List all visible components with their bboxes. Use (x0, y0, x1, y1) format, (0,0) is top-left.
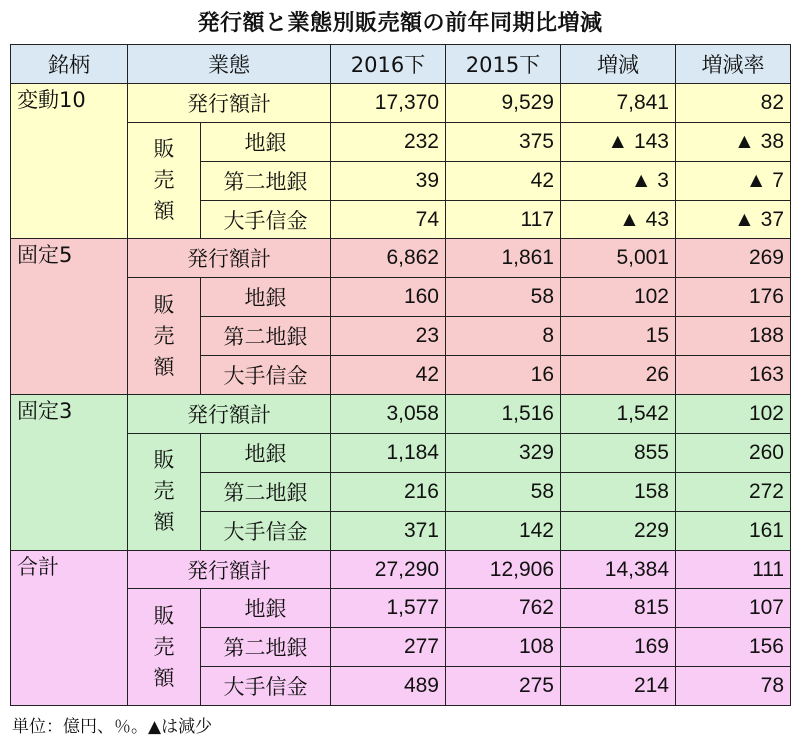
table-cell: ▲ 43 (561, 200, 676, 239)
table-cell: 160 (331, 278, 446, 317)
table-row (11, 433, 791, 472)
table-cell: ▲ 143 (561, 122, 676, 161)
row-label: 大手信金 (201, 667, 331, 706)
table-cell: ▲ 38 (676, 122, 791, 161)
header-brand: 銘柄 (11, 45, 128, 84)
sales-label (128, 433, 201, 550)
row-label: 発行額計 (128, 550, 331, 589)
table-cell: 7,841 (561, 83, 676, 122)
table-cell: 1,184 (331, 433, 446, 472)
table-cell: 107 (676, 589, 791, 628)
table-row (11, 83, 791, 122)
table-cell: 272 (676, 472, 791, 511)
table-cell: 214 (561, 667, 676, 706)
table-cell: 1,861 (446, 239, 561, 278)
sales-label-char: 販 (153, 137, 175, 162)
table-cell: 102 (676, 395, 791, 434)
table-cell: 58 (446, 278, 561, 317)
sales-label-char: 販 (153, 603, 175, 628)
sales-label-char: 販 (153, 292, 175, 317)
sales-label-char: 額 (153, 199, 175, 224)
row-label: 発行額計 (128, 239, 331, 278)
data-table (10, 44, 791, 706)
table-cell: 176 (676, 278, 791, 317)
table-cell: ▲ 37 (676, 200, 791, 239)
sales-label-char: 販 (153, 448, 175, 473)
header-2015h2: 2015下 (446, 45, 561, 84)
sales-label (128, 589, 201, 706)
table-cell: 108 (446, 628, 561, 667)
table-cell: 163 (676, 356, 791, 395)
table-cell: 762 (446, 589, 561, 628)
row-label: 第二地銀 (201, 161, 331, 200)
table-cell: 375 (446, 122, 561, 161)
table-cell: 161 (676, 511, 791, 550)
sales-label (128, 278, 201, 395)
table-cell: 117 (446, 200, 561, 239)
table-cell: ▲ 7 (676, 161, 791, 200)
header-business-type: 業態 (128, 45, 331, 84)
sales-label (128, 122, 201, 239)
table-cell: 277 (331, 628, 446, 667)
footnote: 単位：億円、％。▲は減少 (12, 717, 213, 737)
row-label: 地銀 (201, 433, 331, 472)
brand-name: 合計 (11, 550, 128, 706)
brand-name: 固定5 (11, 239, 128, 395)
table-cell: 1,516 (446, 395, 561, 434)
row-label: 大手信金 (201, 511, 331, 550)
table-cell: 188 (676, 317, 791, 356)
table-cell: 489 (331, 667, 446, 706)
table-row (11, 122, 791, 161)
row-label: 発行額計 (128, 395, 331, 434)
table-cell: 8 (446, 317, 561, 356)
brand-name: 固定3 (11, 395, 128, 551)
row-label: 地銀 (201, 122, 331, 161)
sales-label-char: 額 (153, 354, 175, 379)
row-label: 第二地銀 (201, 472, 331, 511)
table-cell: 9,529 (446, 83, 561, 122)
table-cell: 1,577 (331, 589, 446, 628)
table-cell: 14,384 (561, 550, 676, 589)
row-label: 大手信金 (201, 200, 331, 239)
table-cell: 169 (561, 628, 676, 667)
sales-label-char: 売 (153, 634, 175, 659)
table-cell: 74 (331, 200, 446, 239)
row-label: 地銀 (201, 278, 331, 317)
table-cell: 815 (561, 589, 676, 628)
table-cell: 42 (331, 356, 446, 395)
table-cell: 16 (446, 356, 561, 395)
header-row (11, 45, 791, 84)
table-cell: 1,542 (561, 395, 676, 434)
table-cell: 111 (676, 550, 791, 589)
row-label: 大手信金 (201, 356, 331, 395)
table-cell: 17,370 (331, 83, 446, 122)
table-cell: 39 (331, 161, 446, 200)
table-cell: 58 (446, 472, 561, 511)
row-label: 第二地銀 (201, 628, 331, 667)
sales-label-char: 額 (153, 510, 175, 535)
sales-label-char: 売 (153, 168, 175, 193)
sales-label-char: 売 (153, 479, 175, 504)
sales-label-char: 額 (153, 665, 175, 690)
table-cell: 232 (331, 122, 446, 161)
table-cell: 5,001 (561, 239, 676, 278)
header-2016h2: 2016下 (331, 45, 446, 84)
table-cell: 142 (446, 511, 561, 550)
row-label: 発行額計 (128, 83, 331, 122)
table-row (11, 278, 791, 317)
table-cell: 82 (676, 83, 791, 122)
table-row (11, 589, 791, 628)
table-cell: 6,862 (331, 239, 446, 278)
table-cell: 102 (561, 278, 676, 317)
table-cell: 275 (446, 667, 561, 706)
table-cell: 216 (331, 472, 446, 511)
header-change-rate: 増減率 (676, 45, 791, 84)
row-label: 第二地銀 (201, 317, 331, 356)
table-cell: 229 (561, 511, 676, 550)
table-cell: 12,906 (446, 550, 561, 589)
table-title: 発行額と業態別販売額の前年同期比増減 (197, 11, 603, 36)
table-row (11, 550, 791, 589)
table-cell: 3,058 (331, 395, 446, 434)
table-cell: 855 (561, 433, 676, 472)
sales-label-char: 売 (153, 323, 175, 348)
table-row (11, 395, 791, 434)
table-cell: 26 (561, 356, 676, 395)
table-cell: 78 (676, 667, 791, 706)
brand-name: 変動10 (11, 83, 128, 239)
table-row (11, 239, 791, 278)
table-cell: 269 (676, 239, 791, 278)
table-cell: 371 (331, 511, 446, 550)
header-change: 増減 (561, 45, 676, 84)
table-cell: 329 (446, 433, 561, 472)
table-cell: 158 (561, 472, 676, 511)
table-cell: 260 (676, 433, 791, 472)
table-cell: ▲ 3 (561, 161, 676, 200)
table-cell: 42 (446, 161, 561, 200)
table-cell: 15 (561, 317, 676, 356)
row-label: 地銀 (201, 589, 331, 628)
table-cell: 23 (331, 317, 446, 356)
table-cell: 27,290 (331, 550, 446, 589)
table-cell: 156 (676, 628, 791, 667)
